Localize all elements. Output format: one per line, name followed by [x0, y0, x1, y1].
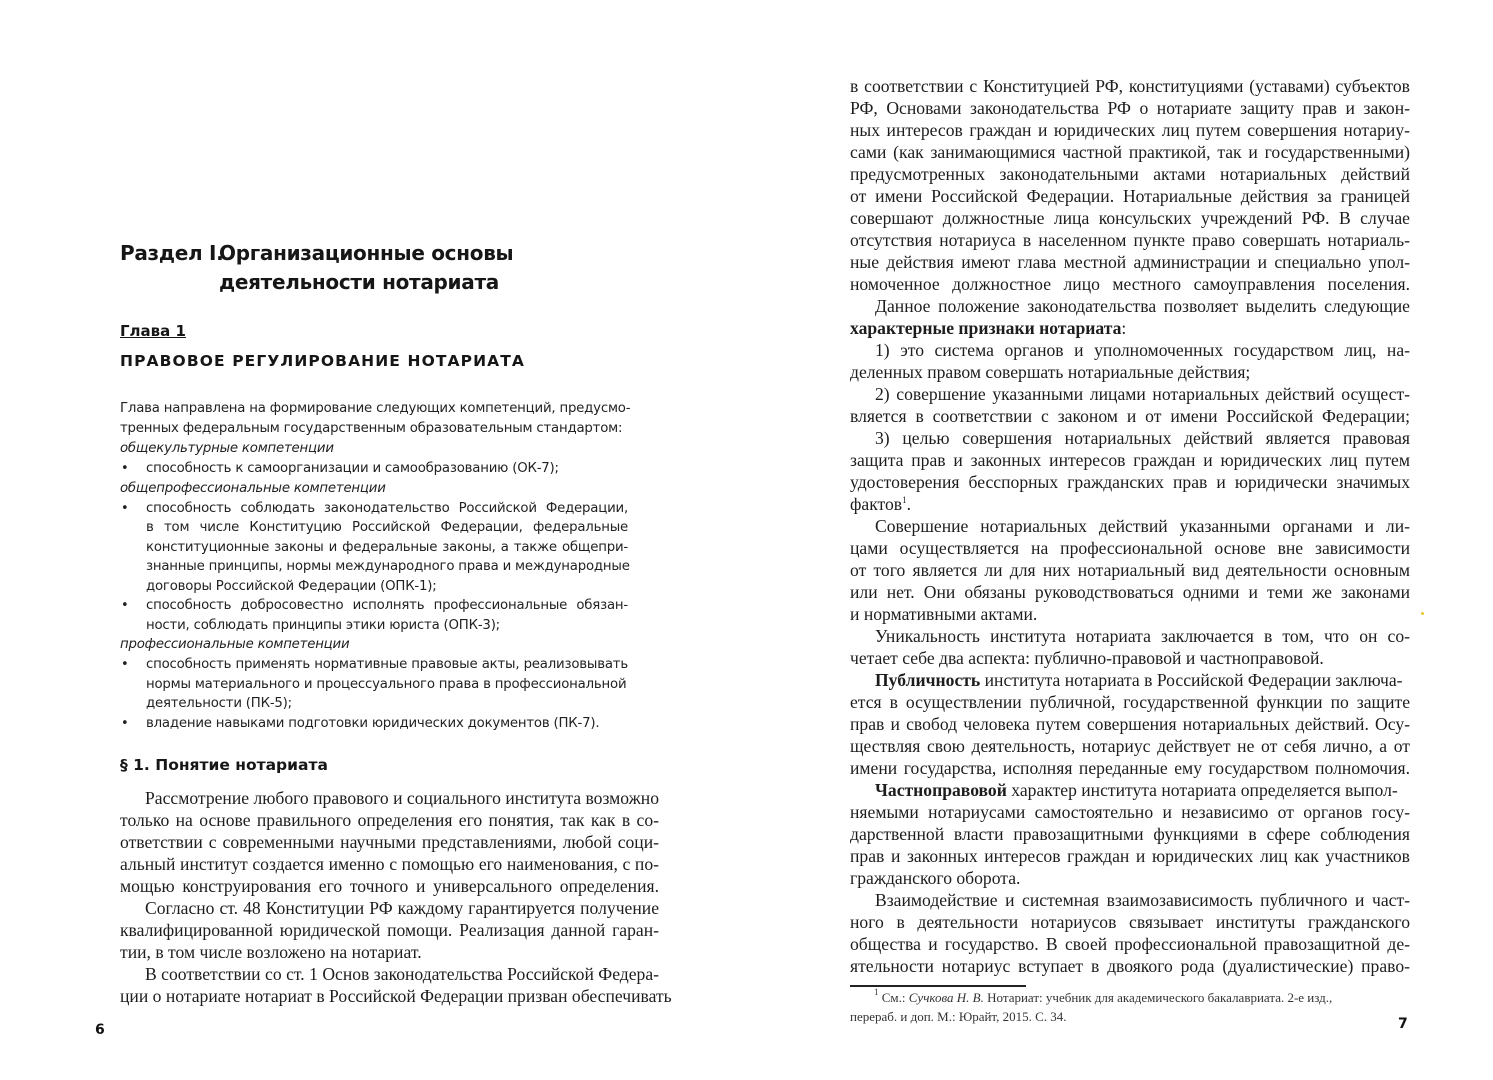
bullet-icon: • [121, 461, 129, 476]
competency-item-cont: нормы материального и процессуального права в профессиональной [146, 677, 627, 692]
body-line: ется в осуществлении публичной, государственной функции по защите [850, 692, 1410, 712]
competency-group-heading: общекультурные компетенции [120, 441, 334, 456]
competency-item-cont: знанные принципы, нормы международного права и международные [146, 559, 630, 574]
private-term: Частноправовой [875, 780, 1007, 800]
feature-item-cont: деленных правом совершать нотариальные действия; [850, 362, 1251, 382]
section-title-line-1: Организационные основы [219, 241, 514, 265]
competency-group-heading: профессиональные компетенции [120, 637, 350, 652]
body-line: Данное положение законодательства позволяет выделить следующие [875, 296, 1410, 316]
body-line: совершают должностные лица консульских учреждений РФ. В случае [850, 208, 1410, 228]
body-line: или нет. Они обязаны руководствоваться одними и теми же законами [850, 582, 1410, 602]
competency-item-cont: ности, соблюдать принципы этики юриста (ОПК-3); [146, 618, 500, 633]
chapter-title: ПРАВОВОЕ РЕГУЛИРОВАНИЕ НОТАРИАТА [120, 352, 526, 370]
bullet-icon: • [121, 501, 129, 516]
competency-item-cont: договоры Российской Федерации (ОПК-1); [146, 579, 437, 594]
section-title-line-2: деятельности нотариата [219, 270, 499, 294]
footnote-ref[interactable]: 1 [902, 495, 907, 505]
features-heading: характерные признаки нотариата: [850, 318, 1127, 338]
footnote-mark: 1 [874, 987, 879, 997]
body-line: ществляя свою деятельность, нотариус действует не от себя лично, а от [850, 736, 1410, 756]
body-line: ных интересов граждан и юридических лиц путем совершения нотариу- [850, 120, 1410, 140]
body-line: ответствии с современными научными представлениями, любой соци- [120, 832, 659, 852]
page-number-right: 7 [1398, 1016, 1408, 1032]
body-line: прав и законных интересов граждан и юридических лиц как участников [850, 846, 1410, 866]
body-line: Совершение нотариальных действий указанными органами и ли- [875, 516, 1410, 536]
competencies-intro-line: Глава направлена на формирование следующих компетенций, предусмо- [120, 401, 631, 416]
body-line: только на основе правильного определения его понятия, так как в со- [120, 810, 659, 830]
feature-item-cont: удостоверения бесспорных гражданских прав и юридически значимых [850, 472, 1410, 492]
bullet-icon: • [121, 657, 129, 672]
body-line: отсутствия нотариуса в населенном пункте право совершать нотариаль- [850, 230, 1410, 250]
body-line: В соответствии со ст. 1 Основ законодательства Российской Федера- [145, 964, 659, 984]
body-line: альный институт создается именно с помощью его наименования, с по- [120, 854, 659, 874]
body-line: Согласно ст. 48 Конституции РФ каждому гарантируется получение [145, 898, 659, 918]
bullet-icon: • [121, 716, 129, 731]
body-line: ные действия имеют глава местной администрации и специально упол- [850, 252, 1410, 272]
body-line: квалифицированной юридической помощи. Реализация данной гаран- [120, 920, 659, 940]
chapter-label: Глава 1 [120, 322, 186, 340]
body-line: Уникальность института нотариата заключается в том, что он со- [875, 626, 1410, 646]
feature-item: 1) это система органов и уполномоченных государством лиц, на- [875, 340, 1410, 360]
body-line: и нормативными актами. [850, 604, 1038, 624]
competency-item-cont: конституционные законы и федеральные законы, а также общепри- [146, 540, 628, 555]
competencies-intro-line: тренных федеральным государственным образовательным стандартом: [120, 421, 623, 436]
features-heading-bold: характерные признаки нотариата [850, 318, 1122, 338]
footnote-author: Сучкова Н. В. [908, 990, 984, 1005]
publicity-term: Публичность [875, 670, 981, 690]
body-line: сами (как занимающимися частной практикой, так и государственными) [850, 142, 1410, 162]
section-label: Раздел I. [120, 241, 224, 265]
body-line: тии, в том числе возложено на нотариат. [120, 942, 422, 962]
body-line: цами осуществляется на профессиональной основе вне зависимости [850, 538, 1410, 558]
paragraph-heading: § 1. Понятие нотариата [120, 756, 328, 774]
body-line: номоченное должностное лицо местного самоуправления поселения. [850, 274, 1410, 294]
feature-item: 2) совершение указанными лицами нотариальных действий осущест- [875, 384, 1410, 404]
body-line: Публичность института нотариата в Российской Федерации заключа- [875, 670, 1403, 690]
feature-item-cont: фактов$^1$. [850, 494, 911, 514]
body-line: Взаимодействие и системная взаимозависимость публичного и част- [875, 890, 1410, 910]
bullet-icon: • [121, 598, 129, 613]
body-line: четает себе два аспекта: публично-правовой и частноправовой. [850, 648, 1324, 668]
body-line: в соответствии с Конституцией РФ, конституциями (уставами) субъектов [850, 76, 1410, 96]
body-line: РФ, Основами законодательства РФ о нотариате защиту прав и закон- [850, 98, 1410, 118]
body-line: ного в деятельности нотариусов связывает институты гражданского [850, 912, 1410, 932]
competency-item: владение навыками подготовки юридических документов (ПК-7). [146, 716, 600, 731]
scan-speck [1421, 612, 1424, 615]
competency-item: способность к самоорганизации и самообразованию (ОК-7); [146, 461, 559, 476]
body-line: от имени Российской Федерации. Нотариальные действия за границей [850, 186, 1410, 206]
body-line: гражданского оборота. [850, 868, 1021, 888]
body-line: ции о нотариате нотариат в Российской Федерации призван обеспечивать [120, 986, 672, 1006]
body-line: имени государства, исполняя переданные ему государством полномочия. [850, 758, 1410, 778]
competency-item-cont: в том числе Конституцию Российской Федерации, федеральные [146, 520, 628, 535]
competency-item: способность соблюдать законодательство Российской Федерации, [146, 501, 628, 516]
competency-item: способность добросовестно исполнять профессиональные обязан- [146, 598, 628, 613]
body-line: ятельности нотариус вступает в двоякого рода (дуалистические) право- [850, 956, 1410, 976]
body-line: прав и свобод человека путем совершения нотариальных действий. Осу- [850, 714, 1410, 734]
body-line: мощью конструирования его точного и универсального определения. [120, 876, 659, 896]
body-line: предусмотренных законодательными актами нотариальных действий [850, 164, 1410, 184]
feature-item: 3) целью совершения нотариальных действий является правовая [875, 428, 1410, 448]
left-page [0, 0, 746, 1080]
body-line: от того является ли для них нотариальный вид деятельности основным [850, 560, 1410, 580]
body-line: Частноправовой характер института нотариата определяется выпол- [875, 780, 1398, 800]
right-page [746, 0, 1493, 1080]
body-line: няемыми нотариусами самостоятельно и независимо от органов госу- [850, 802, 1410, 822]
footnote-line: $^1$ См.: Сучкова Н. В. Нотариат: учебник для академического бакалавриата. 2-е изд., [874, 987, 1333, 1005]
competency-item-cont: деятельности (ПК-5); [146, 696, 292, 711]
body-line: Рассмотрение любого правового и социального института возможно [145, 788, 659, 808]
feature-item-cont: защита прав и законных интересов граждан и юридических лиц путем [850, 450, 1410, 470]
page-number-left: 6 [95, 1022, 105, 1038]
footnote-line: перераб. и доп. М.: Юрайт, 2015. С. 34. [850, 1009, 1067, 1024]
competency-item: способность применять нормативные правовые акты, реализовывать [146, 657, 628, 672]
competency-group-heading: общепрофессиональные компетенции [120, 481, 386, 496]
body-line: общества и государство. В своей профессиональной правозащитной де- [850, 934, 1410, 954]
body-line: дарственной власти правозащитными функциями в сфере соблюдения [850, 824, 1410, 844]
feature-item-cont: вляется в соответствии с законом и от имени Российской Федерации; [850, 406, 1410, 426]
